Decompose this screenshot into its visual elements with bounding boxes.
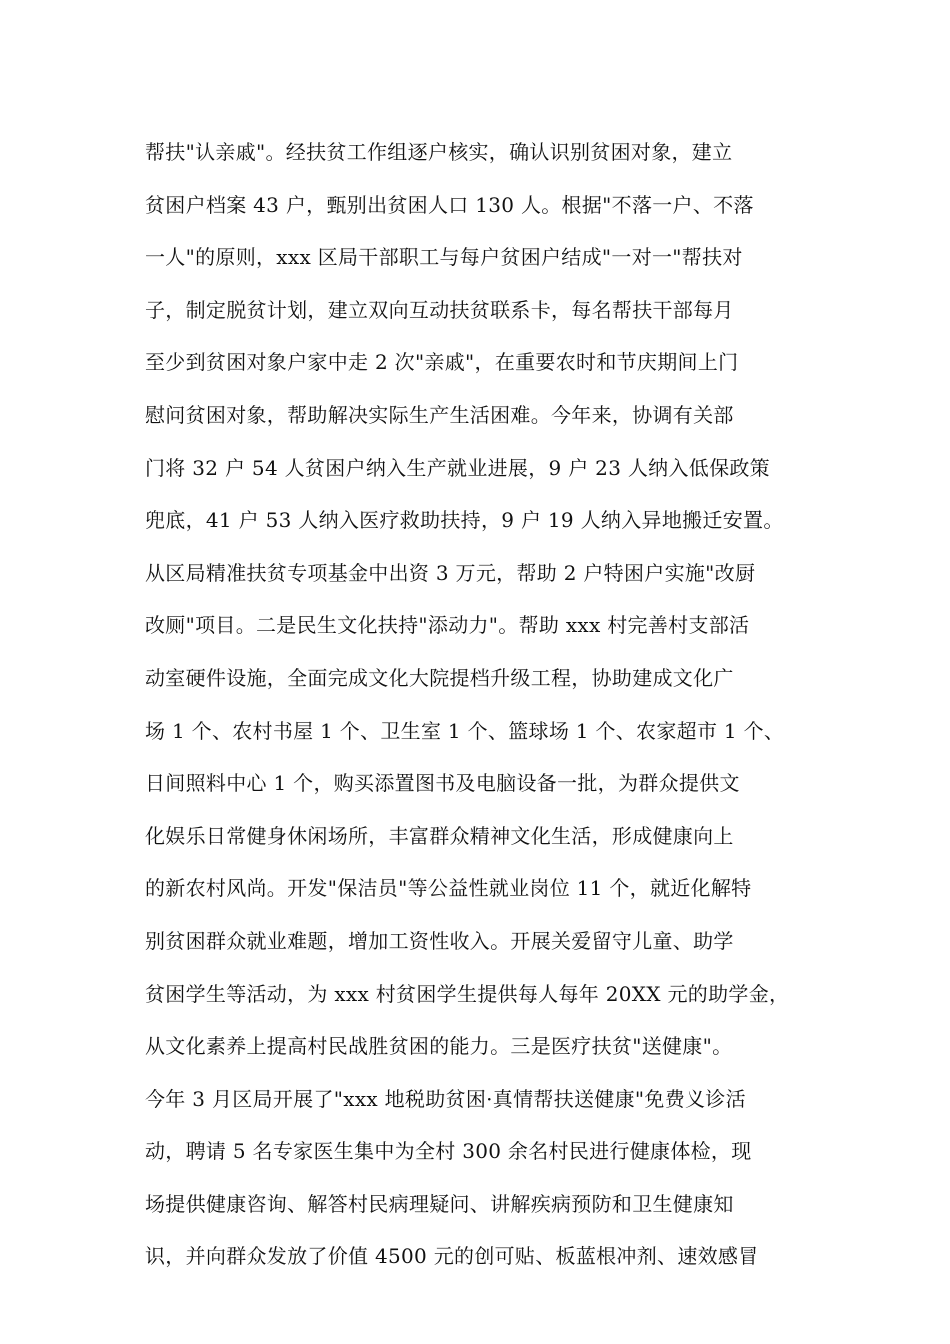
text-line: 动，聘请 5 名专家医生集中为全村 300 余名村民进行健康体检，现 xyxy=(145,1139,752,1164)
text-line: 改厕"项目。二是民生文化扶持"添动力"。帮助 xxx 村完善村支部活 xyxy=(145,613,750,638)
text-line: 从区局精准扶贫专项基金中出资 3 万元，帮助 2 户特困户实施"改厨 xyxy=(145,560,756,585)
body-text xyxy=(145,126,825,1283)
text-line: 场提供健康咨询、解答村民病理疑问、讲解疾病预防和卫生健康知 xyxy=(145,1191,734,1216)
text-line: 慰问贫困对象，帮助解决实际生产生活困难。今年来，协调有关部 xyxy=(145,402,734,427)
text-line: 门将 32 户 54 人贫困户纳入生产就业进展，9 户 23 人纳入低保政策 xyxy=(145,455,770,480)
text-line: 日间照料中心 1 个，购买添置图书及电脑设备一批，为群众提供文 xyxy=(145,771,740,796)
text-line: 动室硬件设施，全面完成文化大院提档升级工程，协助建成文化广 xyxy=(145,665,734,690)
text-line: 贫困户档案 43 户，甄别出贫困人口 130 人。根据"不落一户、不落 xyxy=(145,192,754,217)
text-line: 子，制定脱贫计划，建立双向互动扶贫联系卡，每名帮扶干部每月 xyxy=(145,297,734,322)
text-line: 今年 3 月区局开展了"xxx 地税助贫困·真情帮扶送健康"免费义诊活 xyxy=(145,1086,746,1111)
text-line: 兜底，41 户 53 人纳入医疗救助扶持，9 户 19 人纳入异地搬迁安置。 xyxy=(145,508,784,533)
text-line: 的新农村风尚。开发"保洁员"等公益性就业岗位 11 个，就近化解特 xyxy=(145,876,752,901)
text-line: 帮扶"认亲戚"。经扶贫工作组逐户核实，确认识别贫困对象，建立 xyxy=(145,140,733,164)
text-line: 从文化素养上提高村民战胜贫困的能力。三是医疗扶贫"送健康"。 xyxy=(145,1034,733,1059)
text-line: 别贫困群众就业难题，增加工资性收入。开展关爱留守儿童、助学 xyxy=(145,928,734,953)
text-line: 场 1 个、农村书屋 1 个、卫生室 1 个、篮球场 1 个、农家超市 1 个、 xyxy=(145,718,785,743)
text-line: 识，并向群众发放了价值 4500 元的创可贴、板蓝根冲剂、速效感冒 xyxy=(145,1244,759,1269)
text-line: 贫困学生等活动，为 xxx 村贫困学生提供每人每年 20XX 元的助学金， xyxy=(145,981,790,1006)
text-line: 至少到贫困对象户家中走 2 次"亲戚"，在重要农时和节庆期间上门 xyxy=(145,350,739,375)
text-line: 化娱乐日常健身休闲场所，丰富群众精神文化生活，形成健康向上 xyxy=(145,823,734,848)
text-line: 一人"的原则，xxx 区局干部职工与每户贫困户结成"一对一"帮扶对 xyxy=(145,245,743,270)
